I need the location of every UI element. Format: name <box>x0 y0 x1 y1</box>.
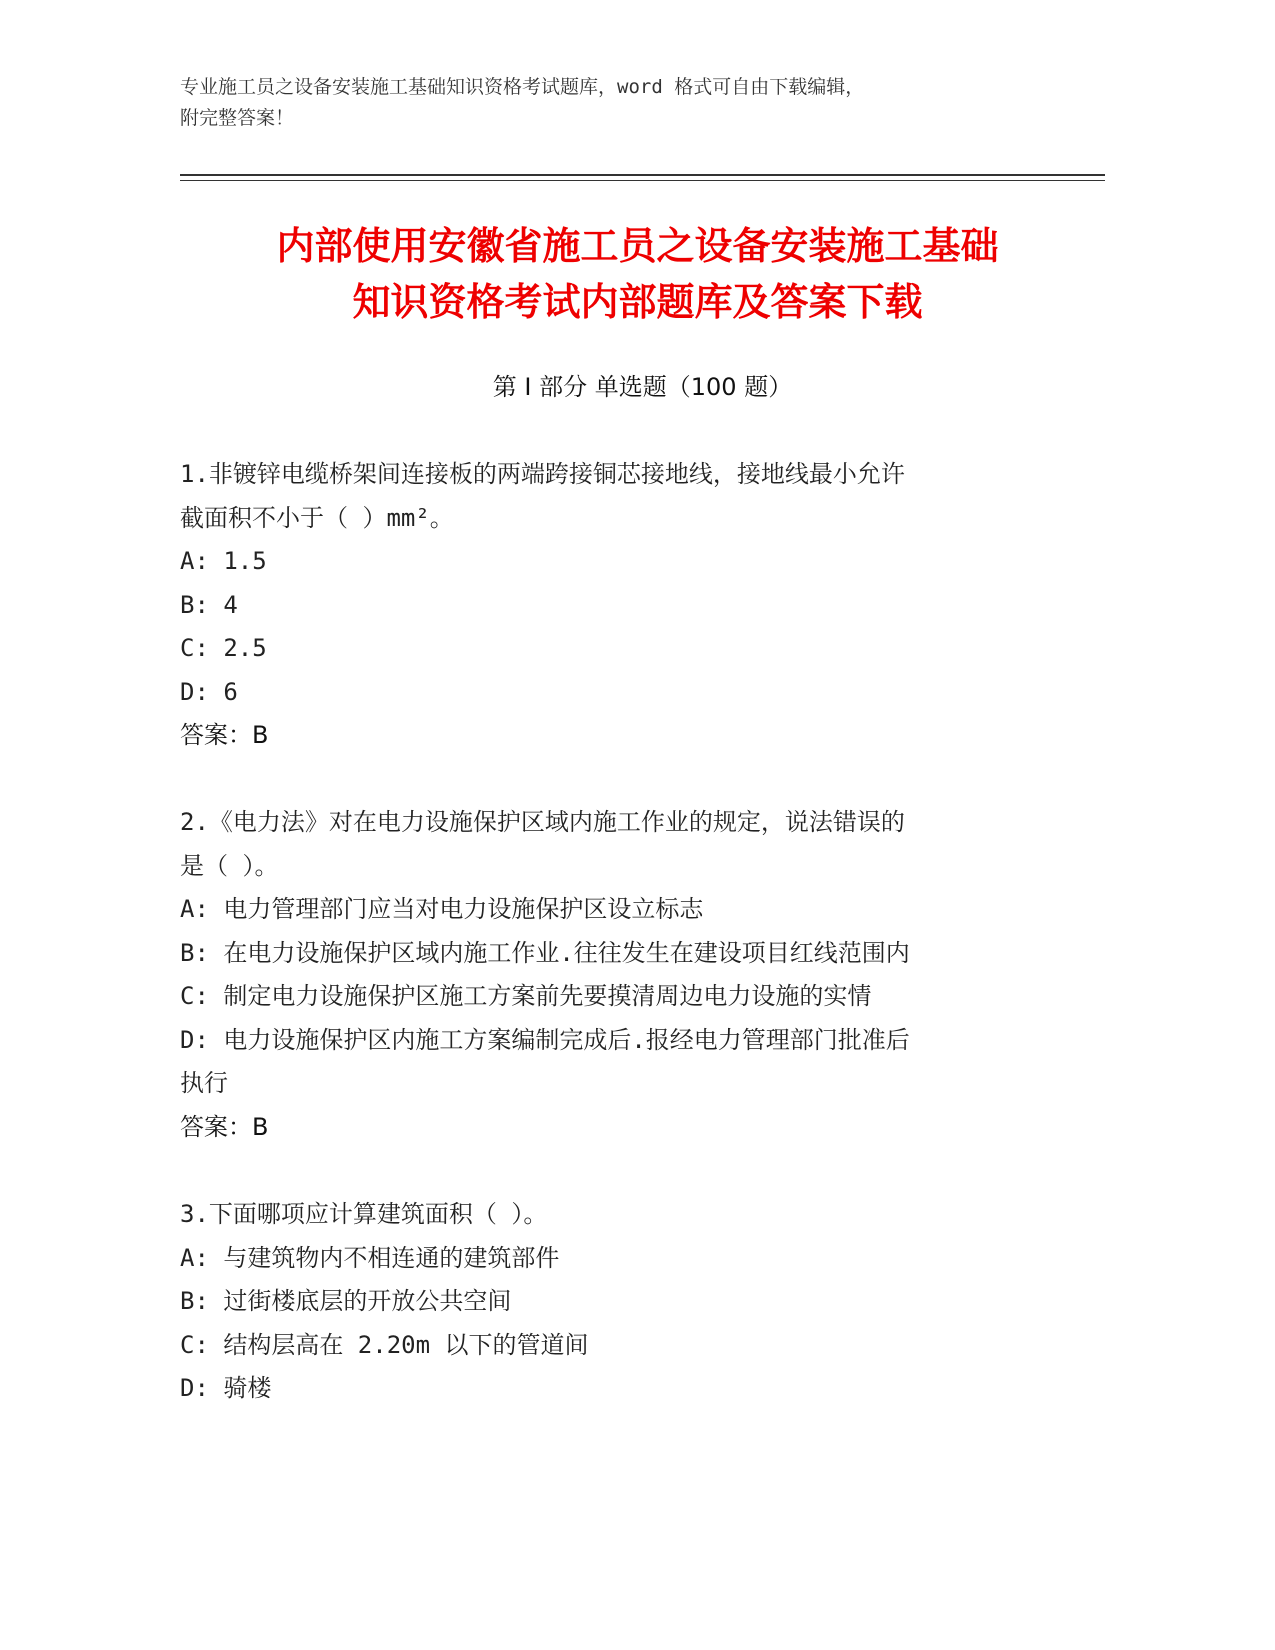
section-heading: 第 I 部分 单选题（100 题） <box>492 373 793 401</box>
header-note-line: 专业施工员之设备安装施工基础知识资格考试题库，word 格式可自由下载编辑， <box>180 76 865 98</box>
title-line: 知识资格考试内部题库及答案下载 <box>352 280 923 324</box>
option-c: C: 2.5 <box>180 634 267 662</box>
header-divider-thin <box>180 180 1105 181</box>
option-d: D: 骑楼 <box>180 1374 272 1402</box>
title-line: 内部使用安徽省施工员之设备安装施工基础 <box>276 224 999 268</box>
option-c: C: 制定电力设施保护区施工方案前先要摸清周边电力设施的实情 <box>180 982 872 1010</box>
option-a: A: 与建筑物内不相连通的建筑部件 <box>180 1243 560 1272</box>
answer-line: 答案：B <box>180 721 269 749</box>
document-title <box>150 218 1125 330</box>
question-stem: 1.非镀锌电缆桥架间连接板的两端跨接铜芯接地线，接地线最小允许 <box>180 460 905 488</box>
question-stem: 是（ ）。 <box>180 851 279 880</box>
question-stem: 截面积不小于（ ）mm²。 <box>180 503 454 532</box>
question-1 <box>180 453 1040 758</box>
question-stem: 3.下面哪项应计算建筑面积（ ）。 <box>180 1200 548 1228</box>
header-note-line: 附完整答案！ <box>180 107 295 129</box>
option-b: B: 在电力设施保护区域内施工作业.往往发生在建设项目红线范围内 <box>180 938 910 967</box>
header-divider-thick <box>180 174 1105 176</box>
option-a: A: 电力管理部门应当对电力设施保护区设立标志 <box>180 895 704 923</box>
question-2 <box>180 801 1040 1149</box>
answer-line: 答案：B <box>180 1112 269 1141</box>
option-d: D: 6 <box>180 677 238 706</box>
option-b: B: 4 <box>180 590 238 619</box>
option-b: B: 过街楼底层的开放公共空间 <box>180 1287 512 1315</box>
header-note <box>180 72 1040 134</box>
question-stem: 2.《电力法》对在电力设施保护区域内施工作业的规定，说法错误的 <box>180 808 905 836</box>
option-d: D: 电力设施保护区内施工方案编制完成后.报经电力管理部门批准后 <box>180 1025 910 1054</box>
option-a: A: 1.5 <box>180 547 267 575</box>
option-c: C: 结构层高在 2.20m 以下的管道间 <box>180 1330 589 1359</box>
question-3 <box>180 1193 1040 1411</box>
option-d-continued: 执行 <box>180 1069 228 1097</box>
